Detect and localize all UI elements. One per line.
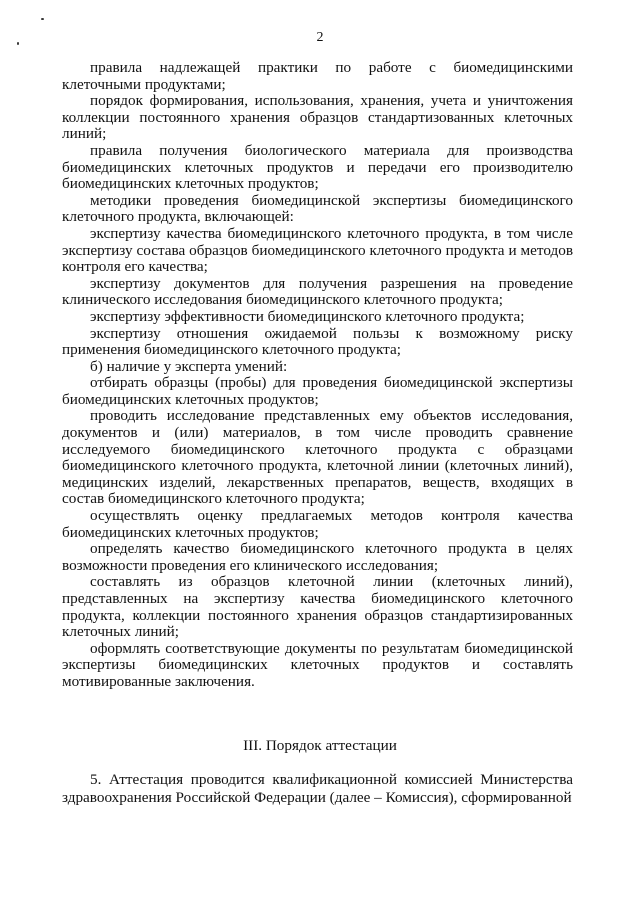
list-item: правила получения биологического материала для производства биомедицинских клеточных продуктов и передачи его производителю биомедицинских клеточных продуктов; — [62, 141, 573, 193]
list-item: осуществлять оценку предлагаемых методов контроля качества биомедицинских клеточных продуктов; — [62, 507, 573, 541]
requirements-list — [62, 60, 573, 691]
scan-speck-mark — [41, 18, 44, 20]
list-item: экспертизу документов для получения разрешения на проведение клинического исследования биомедицинского клеточного продукта; — [62, 274, 573, 309]
list-item: определять качество биомедицинского клеточного продукта в целях возможности проведения его клинического исследования; — [62, 540, 573, 574]
list-item: методики проведения биомедицинской экспертизы биомедицинского клеточного продукта, включающей: — [62, 191, 573, 226]
list-item: проводить исследование представленных ему объектов исследования, документов и (или) материалов, в том числе проводить сравнение исследуемого биомедицинского клеточного продукта с образцами биомедицинского клеточного продукта, клеточной линии (клеточных линий), медицинских изделий, лекарственных препаратов, веществ, входящих в состав биомедицинского клеточного продукта; — [62, 407, 573, 508]
section-paragraph: 5. Аттестация проводится квалификационной комиссией Министерства здравоохранения Российской Федерации (далее – Комиссия), сформированной — [62, 771, 573, 806]
list-item: правила надлежащей практики по работе с биомедицинскими клеточными продуктами; — [62, 59, 573, 93]
list-item: отбирать образцы (пробы) для проведения биомедицинской экспертизы биомедицинских клеточных продуктов; — [62, 374, 573, 408]
list-item: составлять из образцов клеточной линии (клеточных линий), представленных на экспертизу качества биомедицинского клеточного продукта, коллекции постоянного хранения образцов стандартизированных клеточных линий; — [62, 573, 573, 641]
page-number: 2 — [316, 30, 324, 45]
list-item: экспертизу отношения ожидаемой пользы к возможному риску применения биомедицинского клеточного продукта; — [62, 324, 573, 359]
list-item: экспертизу качества биомедицинского клеточного продукта, в том числе экспертизу состава образцов биомедицинского клеточного продукта и методов контроля его качества; — [62, 224, 573, 276]
list-item: порядок формирования, использования, хранения, учета и уничтожения коллекции постоянного хранения образцов стандартизованных клеточных линий; — [62, 92, 573, 143]
list-item: б) наличие у эксперта умений: — [90, 357, 288, 375]
list-item: оформлять соответствующие документы по результатам биомедицинской экспертизы биомедицинских клеточных продуктов и составлять мотивированные заключения. — [62, 639, 573, 690]
section-heading: III. Порядок аттестации — [243, 737, 397, 754]
list-item: экспертизу эффективности биомедицинского клеточного продукта; — [90, 307, 525, 325]
section-body — [62, 771, 573, 807]
